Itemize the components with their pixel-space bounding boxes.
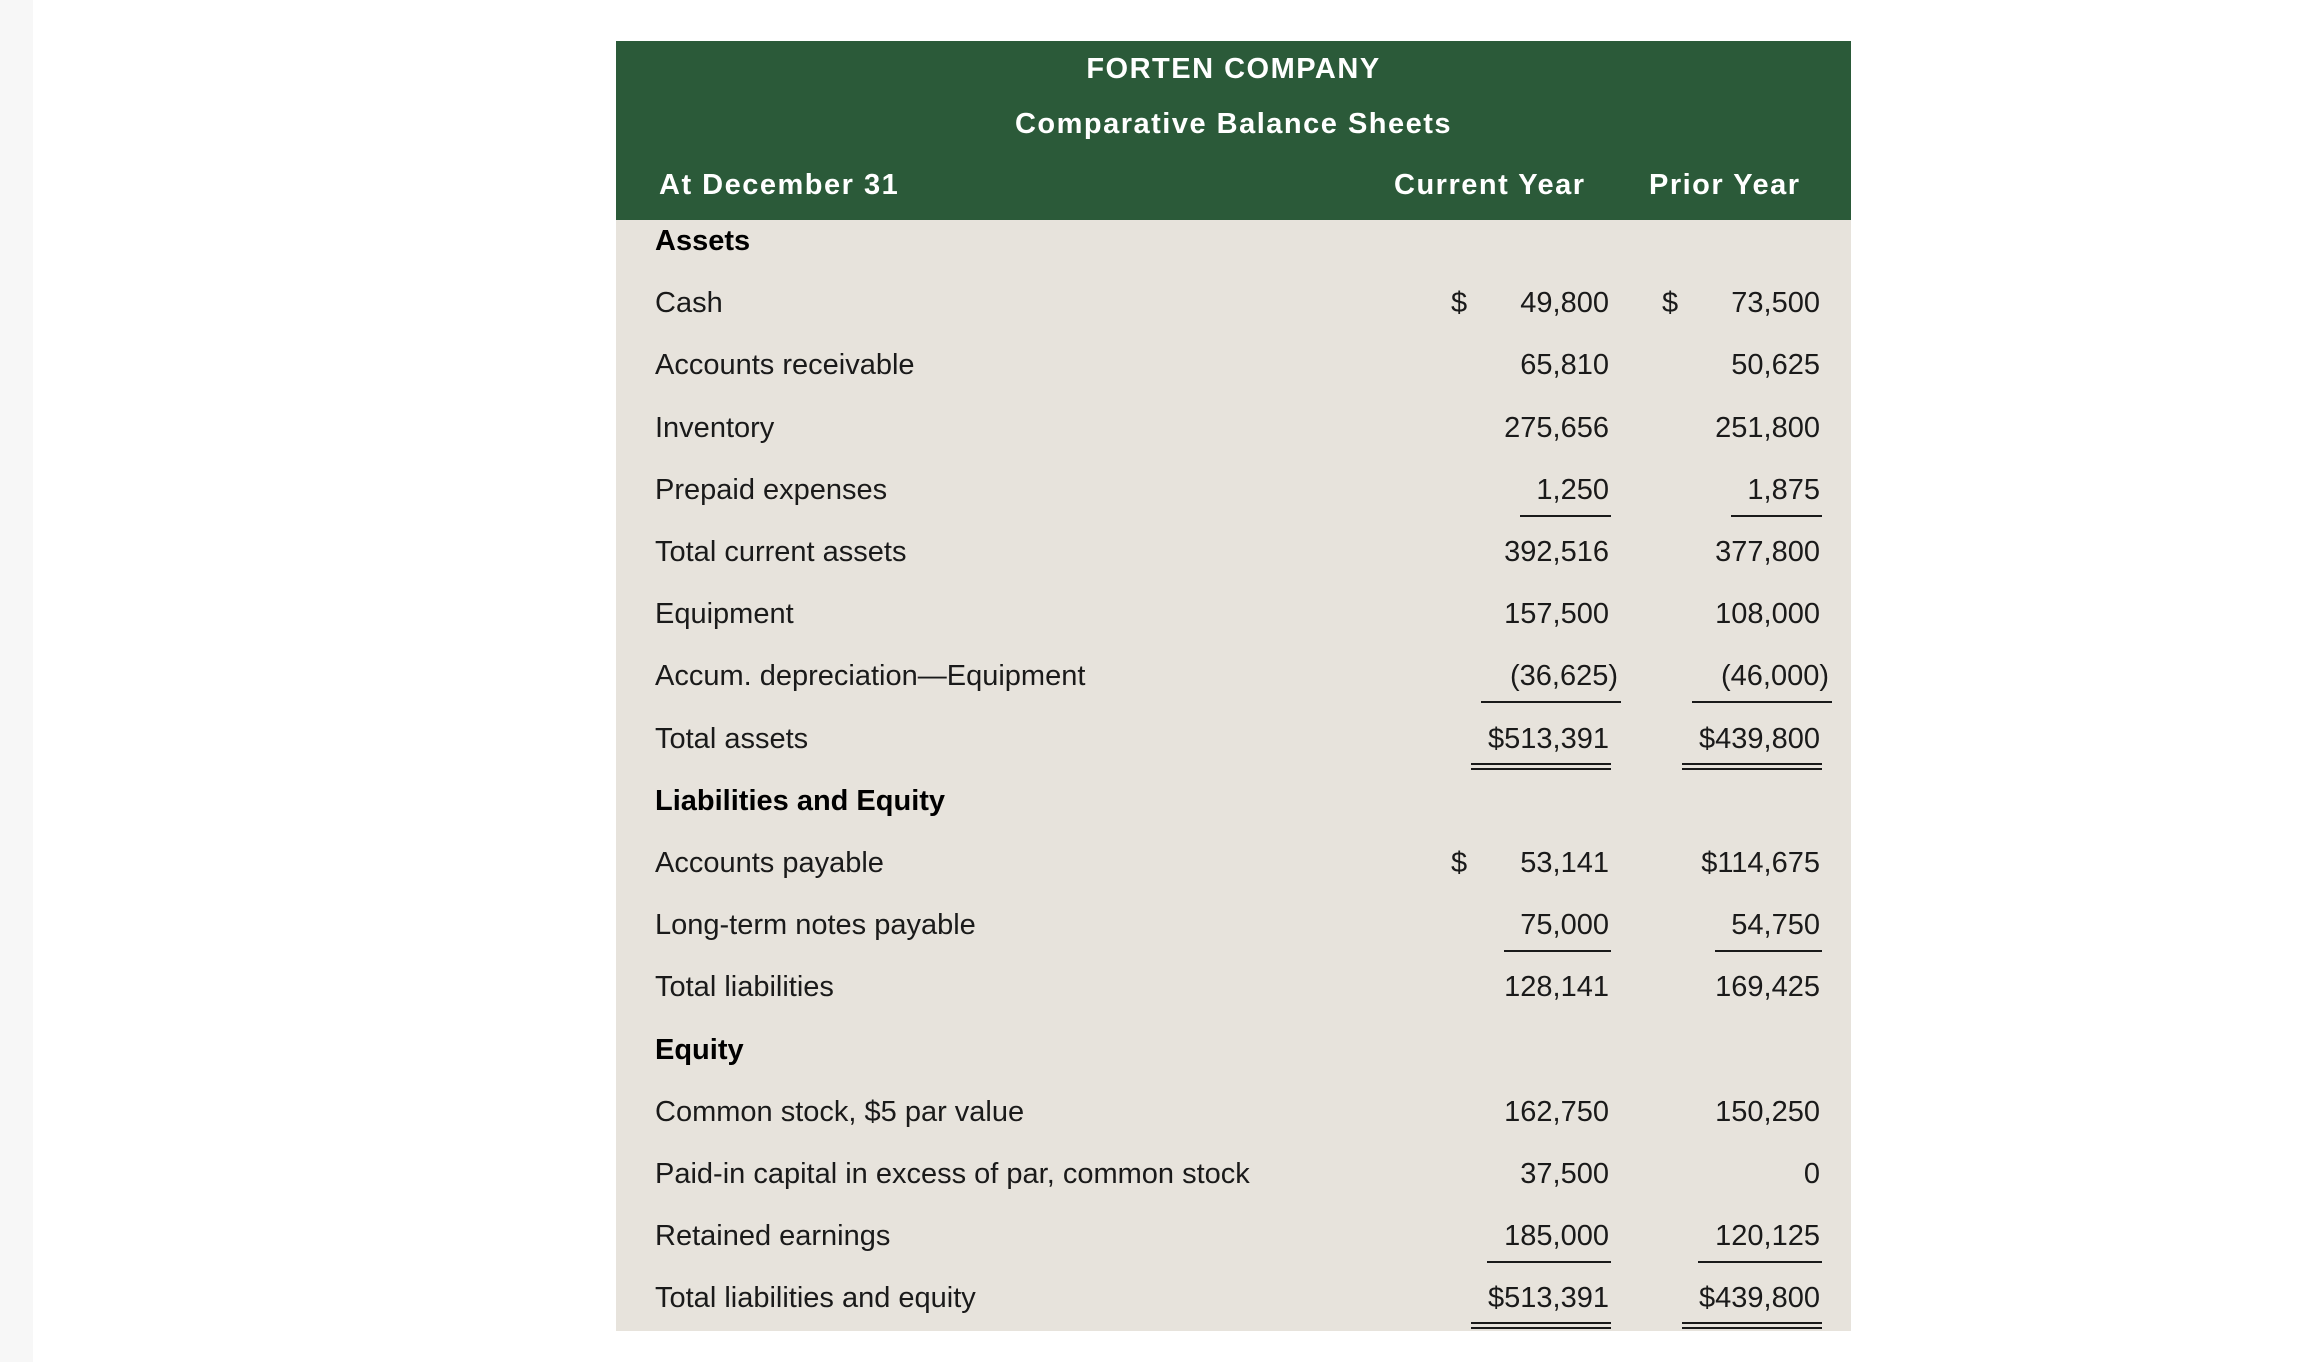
current-year-value (1451, 971, 1609, 1009)
current-year-value (1451, 1158, 1609, 1196)
current-year-value (1451, 287, 1609, 325)
table-row (616, 339, 1851, 401)
row-label: Cash (655, 287, 723, 319)
table-row (616, 1272, 1851, 1334)
double-underline (1471, 763, 1611, 770)
amount: 275,656 (1504, 412, 1609, 444)
table-row (616, 277, 1851, 339)
single-underline (1504, 950, 1611, 952)
prior-year-value (1662, 847, 1820, 885)
amount: 50,625 (1731, 349, 1820, 381)
prior-year-value (1662, 474, 1820, 512)
prior-year-value (1662, 598, 1820, 636)
left-margin-strip (0, 0, 33, 1362)
row-label: Long-term notes payable (655, 909, 976, 941)
section-heading-row (616, 775, 1851, 837)
single-underline (1731, 515, 1822, 517)
table-row (616, 464, 1851, 526)
prior-year-value (1662, 1220, 1820, 1258)
row-label: Retained earnings (655, 1220, 891, 1252)
current-year-value (1451, 1282, 1609, 1320)
table-row (616, 1148, 1851, 1210)
current-year-value (1451, 536, 1609, 574)
table-row (616, 1086, 1851, 1148)
current-year-value (1451, 909, 1609, 947)
table-row (616, 526, 1851, 588)
company-name: FORTEN COMPANY (1086, 53, 1381, 85)
single-underline (1715, 950, 1822, 952)
amount: $513,391 (1488, 1282, 1609, 1314)
double-underline (1682, 763, 1822, 770)
amount: $439,800 (1699, 723, 1820, 755)
amount: 65,810 (1520, 349, 1609, 381)
amount: $114,675 (1701, 847, 1820, 879)
amount: 185,000 (1504, 1220, 1609, 1252)
table-row (616, 961, 1851, 1023)
row-label: Accounts payable (655, 847, 884, 879)
amount: 108,000 (1715, 598, 1820, 630)
section-heading-row (616, 1024, 1851, 1086)
table-row (616, 650, 1851, 712)
row-label: Accounts receivable (655, 349, 915, 381)
section-heading: Liabilities and Equity (655, 785, 946, 817)
amount: (46,000) (1720, 660, 1829, 692)
single-underline (1698, 1261, 1822, 1263)
current-year-value (1451, 349, 1609, 387)
row-label: Common stock, $5 par value (655, 1096, 1025, 1128)
amount: 0 (1803, 1158, 1820, 1190)
date-column-header: At December 31 (659, 169, 900, 201)
currency-sign: $ (1451, 847, 1468, 879)
statement-title: Comparative Balance Sheets (1014, 108, 1453, 140)
table-row (616, 402, 1851, 464)
single-underline (1520, 515, 1611, 517)
row-label: Total current assets (655, 536, 907, 568)
double-underline (1682, 1322, 1822, 1329)
current-year-value (1451, 660, 1618, 698)
table-row (616, 1210, 1851, 1272)
prior-year-column-header: Prior Year (1649, 169, 1801, 201)
amount: 251,800 (1715, 412, 1820, 444)
row-label: Inventory (655, 412, 775, 444)
current-year-value (1451, 723, 1609, 761)
prior-year-value (1662, 412, 1820, 450)
prior-year-value (1662, 536, 1820, 574)
prior-year-value (1662, 971, 1820, 1009)
prior-year-value (1662, 287, 1820, 325)
table-row (616, 899, 1851, 961)
amount: 49,800 (1520, 287, 1609, 319)
current-year-value (1451, 412, 1609, 450)
section-heading: Equity (655, 1034, 744, 1066)
table-row (616, 713, 1851, 775)
row-label: Total liabilities and equity (655, 1282, 976, 1314)
amount: 169,425 (1715, 971, 1820, 1003)
amount: 157,500 (1504, 598, 1609, 630)
prior-year-value (1662, 1158, 1820, 1196)
single-underline (1692, 701, 1832, 703)
table-row (616, 588, 1851, 650)
prior-year-value (1662, 1096, 1820, 1134)
section-heading-row (616, 215, 1851, 277)
single-underline (1487, 1261, 1611, 1263)
amount: 73,500 (1731, 287, 1820, 319)
section-heading: Assets (655, 225, 751, 257)
amount: 128,141 (1504, 971, 1609, 1003)
current-year-value (1451, 598, 1609, 636)
amount: 54,750 (1731, 909, 1820, 941)
amount: 1,875 (1747, 474, 1820, 506)
current-year-value (1451, 1220, 1609, 1258)
current-year-value (1451, 847, 1609, 885)
amount: 392,516 (1504, 536, 1609, 568)
current-year-column-header: Current Year (1394, 169, 1586, 201)
amount: 150,250 (1715, 1096, 1820, 1128)
current-year-value (1451, 1096, 1609, 1134)
amount: $439,800 (1699, 1282, 1820, 1314)
prior-year-value (1662, 349, 1820, 387)
amount: 377,800 (1715, 536, 1820, 568)
amount: 120,125 (1715, 1220, 1820, 1252)
row-label: Accum. depreciation—Equipment (655, 660, 1086, 692)
currency-sign: $ (1451, 287, 1468, 319)
current-year-value (1451, 474, 1609, 512)
table-row (616, 837, 1851, 899)
double-underline (1471, 1322, 1611, 1329)
amount: (36,625) (1509, 660, 1618, 692)
row-label: Equipment (655, 598, 794, 630)
sheet-header (616, 41, 1851, 220)
currency-sign: $ (1662, 287, 1679, 319)
amount: 53,141 (1520, 847, 1609, 879)
row-label: Total liabilities (655, 971, 834, 1003)
row-label: Prepaid expenses (655, 474, 888, 506)
amount: $513,391 (1488, 723, 1609, 755)
single-underline (1481, 701, 1621, 703)
row-label: Paid-in capital in excess of par, common stock (655, 1158, 1250, 1190)
prior-year-value (1662, 723, 1820, 761)
balance-sheet (616, 41, 1851, 1331)
prior-year-value (1662, 660, 1829, 698)
row-label: Total assets (655, 723, 809, 755)
prior-year-value (1662, 1282, 1820, 1320)
amount: 75,000 (1520, 909, 1609, 941)
amount: 1,250 (1536, 474, 1609, 506)
prior-year-value (1662, 909, 1820, 947)
amount: 37,500 (1520, 1158, 1609, 1190)
amount: 162,750 (1504, 1096, 1609, 1128)
